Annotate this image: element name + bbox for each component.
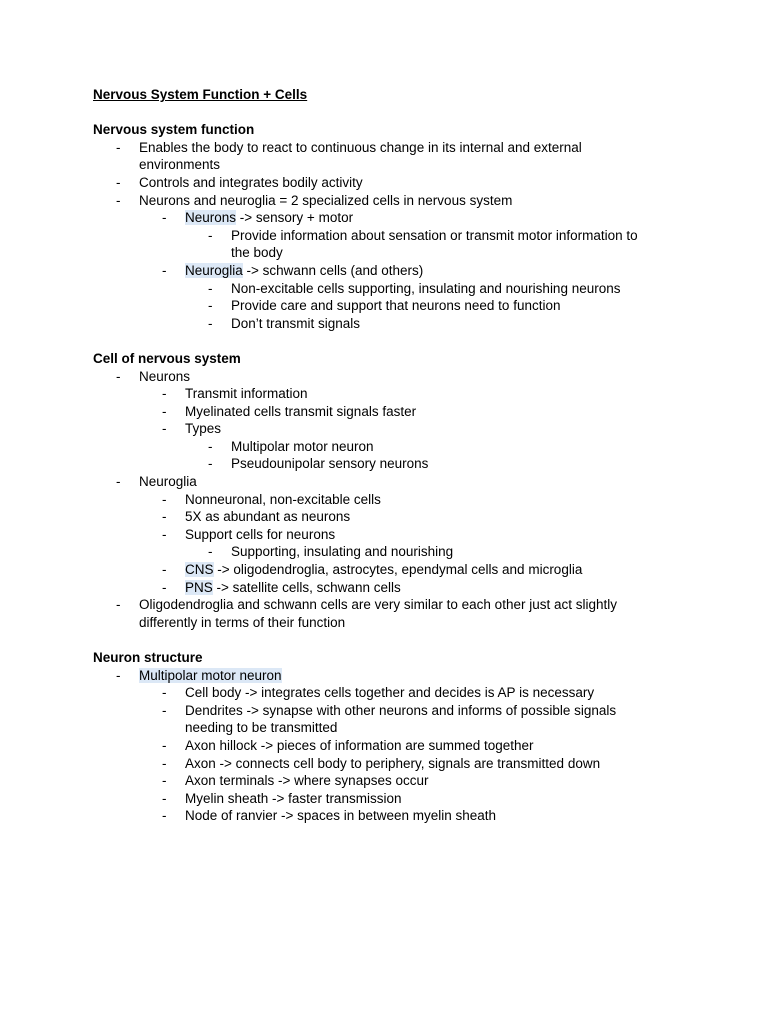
bullet-dash: - <box>162 702 167 718</box>
bullet-dash: - <box>208 298 213 314</box>
list-item-text: Don’t transmit signals <box>231 315 361 331</box>
bullet-dash: - <box>162 790 167 806</box>
highlighted-term: Neurons <box>185 210 237 226</box>
bullet-dash: - <box>162 773 167 789</box>
list-item-text: Neuroglia <box>139 474 197 490</box>
list-item-text: Nonneuronal, non-excitable cells <box>185 491 381 507</box>
bullet-list-level-2 <box>139 684 659 825</box>
list-item-text: -> satellite cells, schwann cells <box>212 579 401 595</box>
list-item <box>162 420 659 473</box>
list-item <box>162 491 659 509</box>
bullet-dash: - <box>162 685 167 701</box>
list-item-text: Supporting, insulating and nourishing <box>231 544 454 560</box>
bullet-dash: - <box>162 262 167 278</box>
list-item <box>116 192 659 333</box>
list-item <box>116 667 659 825</box>
bullet-dash: - <box>208 456 213 472</box>
section-heading: Cell of nervous system <box>93 350 241 366</box>
bullet-dash: - <box>116 192 121 208</box>
list-item <box>116 174 659 192</box>
list-item <box>162 755 659 773</box>
list-item <box>162 403 659 421</box>
bullet-list-level-3 <box>185 280 659 333</box>
bullet-dash: - <box>208 227 213 243</box>
bullet-list-level-2 <box>139 385 659 473</box>
bullet-dash: - <box>116 597 121 613</box>
list-item <box>208 315 659 333</box>
list-item <box>162 508 659 526</box>
list-item <box>162 790 659 808</box>
bullet-dash: - <box>162 421 167 437</box>
list-item-text: Myelin sheath -> faster transmission <box>185 790 402 806</box>
list-item <box>208 543 659 561</box>
list-item-text: Support cells for neurons <box>185 526 336 542</box>
list-item-text: Oligodendroglia and schwann cells are very similar to each other just act slightly differently in terms of their function <box>139 597 617 630</box>
highlighted-term: Neuroglia <box>185 262 243 278</box>
list-item-text: Provide care and support that neurons need to function <box>231 298 561 314</box>
bullet-dash: - <box>208 280 213 296</box>
bullet-dash: - <box>116 368 121 384</box>
bullet-dash: - <box>162 562 167 578</box>
list-item-text: -> schwann cells (and others) <box>242 262 424 278</box>
highlighted-term: CNS <box>185 562 214 578</box>
bullet-dash: - <box>208 438 213 454</box>
list-item <box>162 561 659 579</box>
list-item-text: 5X as abundant as neurons <box>185 509 351 525</box>
bullet-dash: - <box>116 667 121 683</box>
bullet-dash: - <box>162 808 167 824</box>
list-item-text: Enables the body to react to continuous change in its internal and external environments <box>139 139 582 173</box>
bullet-dash: - <box>162 737 167 753</box>
list-item <box>162 772 659 790</box>
list-item <box>116 596 659 631</box>
list-item-text: Neurons <box>139 368 191 384</box>
section-heading: Neuron structure <box>93 650 203 665</box>
spacer <box>93 332 693 350</box>
list-item-text: Multipolar motor neuron <box>231 438 374 454</box>
bullet-list-level-3 <box>185 543 659 561</box>
section-heading: Nervous system function <box>93 122 255 138</box>
list-item-text: Provide information about sensation or transmit motor information to the body <box>231 227 638 261</box>
list-item <box>116 473 659 596</box>
list-item-text: Axon hillock -> pieces of information are summed together <box>185 737 534 753</box>
list-item <box>162 684 659 702</box>
list-item <box>116 368 659 474</box>
bullet-list-level-2 <box>139 491 659 597</box>
list-item <box>208 455 659 473</box>
list-item-text: Non-excitable cells supporting, insulating and nourishing neurons <box>231 280 621 296</box>
list-item <box>162 702 659 737</box>
bullet-dash: - <box>208 544 213 560</box>
bullet-dash: - <box>116 474 121 490</box>
list-item <box>162 209 659 262</box>
list-item <box>162 262 659 332</box>
list-item <box>162 526 659 561</box>
list-item-text: Cell body -> integrates cells together and decides is AP is necessary <box>185 685 595 701</box>
bullet-dash: - <box>116 174 121 190</box>
bullet-list-level-1 <box>93 139 659 333</box>
bullet-list-level-2 <box>139 209 659 332</box>
bullet-dash: - <box>162 526 167 542</box>
highlighted-term: Multipolar motor neuron <box>139 667 282 683</box>
document-title: Nervous System Function + Cells <box>93 87 308 102</box>
list-item-text: Axon -> connects cell body to periphery, signals are transmitted down <box>185 755 601 771</box>
bullet-dash: - <box>162 210 167 226</box>
list-item <box>208 438 659 456</box>
bullet-dash: - <box>162 491 167 507</box>
document-body <box>93 86 693 825</box>
list-item <box>208 227 659 262</box>
bullet-list-level-3 <box>185 227 659 262</box>
list-item-text: -> sensory + motor <box>236 210 354 226</box>
spacer <box>93 631 693 649</box>
bullet-dash: - <box>116 139 121 155</box>
list-item <box>116 139 659 174</box>
list-item <box>162 807 659 825</box>
bullet-dash: - <box>162 509 167 525</box>
list-item <box>162 579 659 597</box>
bullet-list-level-1 <box>93 667 659 825</box>
list-item-text: Myelinated cells transmit signals faster <box>185 403 417 419</box>
list-item-text: Node of ranvier -> spaces in between myelin sheath <box>185 808 497 824</box>
list-item-text: Pseudounipolar sensory neurons <box>231 456 429 472</box>
bullet-dash: - <box>162 579 167 595</box>
list-item-text: -> oligodendroglia, astrocytes, ependymal cells and microglia <box>213 562 583 578</box>
list-item-text: Neurons and neuroglia = 2 specialized cells in nervous system <box>139 192 513 208</box>
sections-container <box>93 121 693 825</box>
list-item-text: Transmit information <box>185 386 308 402</box>
bullet-list-level-3 <box>185 438 659 473</box>
list-item <box>208 280 659 298</box>
bullet-dash: - <box>162 403 167 419</box>
bullet-list-level-1 <box>93 368 659 632</box>
bullet-dash: - <box>162 386 167 402</box>
bullet-dash: - <box>162 755 167 771</box>
list-item-text: Controls and integrates bodily activity <box>139 174 363 190</box>
bullet-dash: - <box>208 315 213 331</box>
list-item-text: Types <box>185 421 222 437</box>
highlighted-term: PNS <box>185 579 213 595</box>
spacer <box>93 104 693 122</box>
list-item <box>208 297 659 315</box>
list-item-text: Dendrites -> synapse with other neurons and informs of possible signals needing to be transmitted <box>185 702 617 736</box>
list-item <box>162 385 659 403</box>
list-item-text: Axon terminals -> where synapses occur <box>185 773 429 789</box>
list-item <box>162 737 659 755</box>
